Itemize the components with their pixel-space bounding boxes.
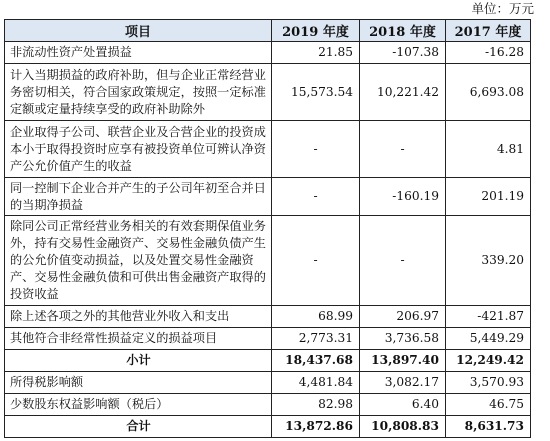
- value-2018: -: [360, 121, 446, 178]
- table-row: [5, 372, 531, 394]
- value-2019: 13,872.86: [272, 416, 360, 438]
- value-2018: 206.97: [360, 306, 446, 328]
- total-row: [5, 416, 531, 438]
- header-2019: 2019 年度: [272, 20, 360, 42]
- value-2019: 82.98: [272, 394, 360, 416]
- value-2017: -16.28: [446, 42, 531, 64]
- value-2017: 201.19: [446, 178, 531, 216]
- row-label: 小计: [5, 350, 272, 372]
- value-2017: 3,570.93: [446, 372, 531, 394]
- value-2017: 5,449.29: [446, 328, 531, 350]
- value-2018: -160.19: [360, 178, 446, 216]
- row-label: 除上述各项之外的其他营业外收入和支出: [5, 306, 272, 328]
- row-label: 除同公司正常经营业务相关的有效套期保值业务外，持有交易性金融资产、交易性金融负债产生的公允价值变动损益，以及处置交易性金融资产、交易性金融负债和可供出售金融资产取得的投资收益: [5, 216, 272, 306]
- table-row: [5, 328, 531, 350]
- header-item: 项目: [5, 20, 272, 42]
- table-row: [5, 42, 531, 64]
- header-2018: 2018 年度: [360, 20, 446, 42]
- table-row: [5, 216, 531, 306]
- table-row: [5, 178, 531, 216]
- value-2018: 6.40: [360, 394, 446, 416]
- value-2017: 339.20: [446, 216, 531, 306]
- row-label: 同一控制下企业合并产生的子公司年初至合并日的当期净损益: [5, 178, 272, 216]
- value-2018: 3,736.58: [360, 328, 446, 350]
- row-label: 所得税影响额: [5, 372, 272, 394]
- value-2019: 2,773.31: [272, 328, 360, 350]
- header-2017: 2017 年度: [446, 20, 531, 42]
- subtotal-row: [5, 350, 531, 372]
- value-2017: 4.81: [446, 121, 531, 178]
- value-2017: 8,631.73: [446, 416, 531, 438]
- table-row: [5, 306, 531, 328]
- value-2018: 13,897.40: [360, 350, 446, 372]
- table-row: [5, 394, 531, 416]
- value-2018: 3,082.17: [360, 372, 446, 394]
- row-label: 少数股东权益影响额（税后）: [5, 394, 272, 416]
- value-2019: 68.99: [272, 306, 360, 328]
- value-2019: -: [272, 121, 360, 178]
- row-label: 企业取得子公司、联营企业及合营企业的投资成本小于取得投资时应享有被投资单位可辨认净资产公允价值产生的收益: [5, 121, 272, 178]
- value-2019: 15,573.54: [272, 64, 360, 121]
- table-row: [5, 64, 531, 121]
- value-2018: -107.38: [360, 42, 446, 64]
- header-row: [5, 20, 531, 42]
- non-recurring-gains-table: [4, 19, 531, 438]
- row-label: 计入当期损益的政府补助，但与企业正常经营业务密切相关，符合国家政策规定，按照一定标准定额或定量持续享受的政府补助除外: [5, 64, 272, 121]
- row-label: 其他符合非经常性损益定义的损益项目: [5, 328, 272, 350]
- table-row: [5, 121, 531, 178]
- value-2019: 21.85: [272, 42, 360, 64]
- value-2018: -: [360, 216, 446, 306]
- value-2017: 12,249.42: [446, 350, 531, 372]
- row-label: 非流动性资产处置损益: [5, 42, 272, 64]
- value-2017: 46.75: [446, 394, 531, 416]
- value-2019: 18,437.68: [272, 350, 360, 372]
- unit-label: 单位：万元: [471, 1, 534, 16]
- value-2018: 10,221.42: [360, 64, 446, 121]
- value-2019: -: [272, 216, 360, 306]
- value-2017: -421.87: [446, 306, 531, 328]
- row-label: 合计: [5, 416, 272, 438]
- value-2019: -: [272, 178, 360, 216]
- value-2019: 4,481.84: [272, 372, 360, 394]
- value-2018: 10,808.83: [360, 416, 446, 438]
- value-2017: 6,693.08: [446, 64, 531, 121]
